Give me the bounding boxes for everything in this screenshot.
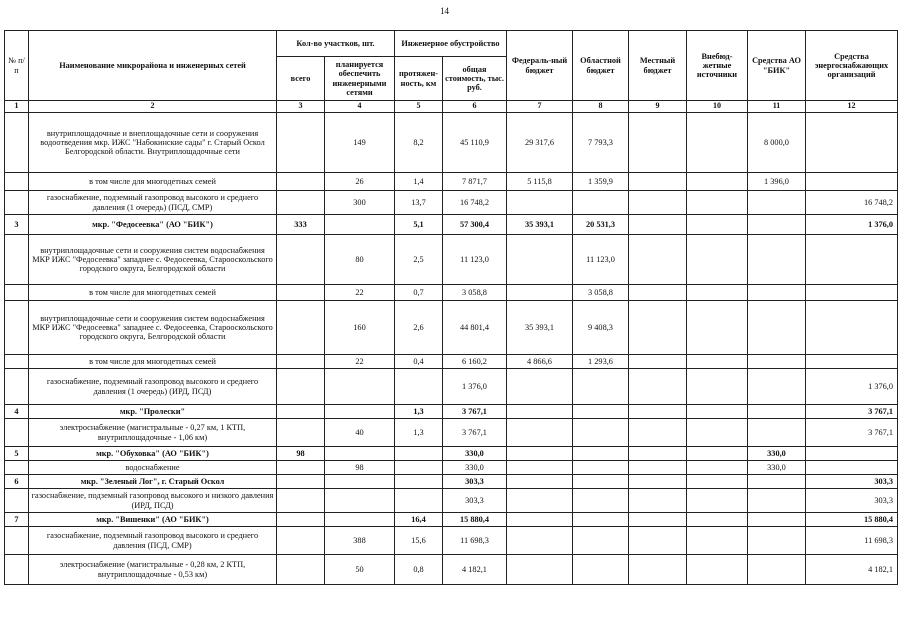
bik-funds (748, 513, 806, 527)
plots-total (277, 419, 325, 447)
regional-budget (573, 475, 629, 489)
energy-funds: 3 767,1 (806, 419, 898, 447)
row-name: мкр. "Вишенки" (АО "БИК") (29, 513, 277, 527)
plots-total (277, 113, 325, 173)
plots-total (277, 285, 325, 301)
extra-budget (687, 419, 748, 447)
plots-planned (325, 513, 395, 527)
federal-budget (507, 513, 573, 527)
length-km: 0,8 (395, 555, 443, 585)
energy-funds: 1 376,0 (806, 215, 898, 235)
header-regional: Областной бюджет (573, 31, 629, 101)
row-number (5, 355, 29, 369)
plots-total (277, 191, 325, 215)
row-number: 6 (5, 475, 29, 489)
plots-planned: 149 (325, 113, 395, 173)
extra-budget (687, 113, 748, 173)
bik-funds (748, 369, 806, 405)
row-name: в том числе для многодетных семей (29, 285, 277, 301)
table-row (5, 173, 898, 191)
energy-funds: 4 182,1 (806, 555, 898, 585)
row-number: 3 (5, 215, 29, 235)
column-number: 6 (443, 101, 507, 113)
federal-budget: 35 393,1 (507, 215, 573, 235)
length-km (395, 475, 443, 489)
local-budget (629, 489, 687, 513)
row-number (5, 527, 29, 555)
plots-planned: 98 (325, 461, 395, 475)
bik-funds: 330,0 (748, 447, 806, 461)
column-number-row (5, 101, 898, 113)
plots-total: 333 (277, 215, 325, 235)
row-number (5, 113, 29, 173)
plots-total (277, 405, 325, 419)
plots-total (277, 235, 325, 285)
bik-funds (748, 527, 806, 555)
row-number (5, 555, 29, 585)
federal-budget: 4 866,6 (507, 355, 573, 369)
extra-budget (687, 461, 748, 475)
federal-budget (507, 447, 573, 461)
local-budget (629, 173, 687, 191)
total-cost: 57 300,4 (443, 215, 507, 235)
length-km: 0,4 (395, 355, 443, 369)
length-km: 16,4 (395, 513, 443, 527)
header-energy: Средства энергоснабжающих организаций (806, 31, 898, 101)
total-cost: 11 123,0 (443, 235, 507, 285)
energy-funds: 15 880,4 (806, 513, 898, 527)
bik-funds: 330,0 (748, 461, 806, 475)
plots-total (277, 355, 325, 369)
row-number: 4 (5, 405, 29, 419)
row-name: в том числе для многодетных семей (29, 355, 277, 369)
row-number (5, 419, 29, 447)
row-name: газоснабжение, подземный газопровод высокого и среднего давления (1 очередь) (ИРД, ПСД) (29, 369, 277, 405)
row-number (5, 191, 29, 215)
table-row (5, 369, 898, 405)
length-km (395, 369, 443, 405)
plots-planned (325, 405, 395, 419)
local-budget (629, 461, 687, 475)
length-km: 8,2 (395, 113, 443, 173)
energy-funds: 303,3 (806, 489, 898, 513)
plots-planned: 40 (325, 419, 395, 447)
header-extrabudget: Внебюд-жетные источники (687, 31, 748, 101)
federal-budget (507, 191, 573, 215)
extra-budget (687, 489, 748, 513)
extra-budget (687, 301, 748, 355)
table-row (5, 301, 898, 355)
extra-budget (687, 527, 748, 555)
plots-total (277, 527, 325, 555)
column-number: 5 (395, 101, 443, 113)
plots-planned (325, 447, 395, 461)
length-km (395, 461, 443, 475)
plots-total: 98 (277, 447, 325, 461)
column-number: 4 (325, 101, 395, 113)
row-name: мкр. "Пролески" (29, 405, 277, 419)
length-km: 1,3 (395, 405, 443, 419)
row-number (5, 301, 29, 355)
row-number (5, 461, 29, 475)
energy-funds: 3 767,1 (806, 405, 898, 419)
table-row (5, 475, 898, 489)
federal-budget: 5 115,8 (507, 173, 573, 191)
page-number: 14 (440, 6, 449, 16)
column-number: 3 (277, 101, 325, 113)
financing-table (4, 30, 898, 585)
federal-budget (507, 405, 573, 419)
local-budget (629, 527, 687, 555)
energy-funds (806, 113, 898, 173)
regional-budget (573, 447, 629, 461)
plots-total (277, 475, 325, 489)
bik-funds (748, 489, 806, 513)
header-plots-total: всего (277, 57, 325, 101)
regional-budget: 11 123,0 (573, 235, 629, 285)
plots-planned: 388 (325, 527, 395, 555)
row-name: внутриплощадочные сети и сооружения систем водоснабжения МКР ИЖС "Федосеевка" западнее с. Федосеевка, Старооскольского городского округа, Белгородской области (29, 301, 277, 355)
federal-budget: 29 317,6 (507, 113, 573, 173)
local-budget (629, 113, 687, 173)
energy-funds (806, 301, 898, 355)
local-budget (629, 513, 687, 527)
regional-budget (573, 555, 629, 585)
row-name: внутриплощадочные и внеплощадочные сети и сооружения водоотведения мкр. ИЖС "Набокинские сады" г. Старый Оскол Белгородской области. Внутриплощадочные сети (29, 113, 277, 173)
header-length: протяжен-ность, км (395, 57, 443, 101)
row-name: в том числе для многодетных семей (29, 173, 277, 191)
energy-funds (806, 173, 898, 191)
local-budget (629, 419, 687, 447)
table-row (5, 235, 898, 285)
federal-budget (507, 489, 573, 513)
regional-budget: 7 793,3 (573, 113, 629, 173)
total-cost: 1 376,0 (443, 369, 507, 405)
plots-total (277, 173, 325, 191)
plots-planned: 50 (325, 555, 395, 585)
local-budget (629, 369, 687, 405)
column-number: 7 (507, 101, 573, 113)
total-cost: 303,3 (443, 489, 507, 513)
total-cost: 3 767,1 (443, 419, 507, 447)
federal-budget (507, 369, 573, 405)
column-number: 1 (5, 101, 29, 113)
row-number (5, 235, 29, 285)
local-budget (629, 475, 687, 489)
total-cost: 303,3 (443, 475, 507, 489)
regional-budget: 20 531,3 (573, 215, 629, 235)
length-km: 5,1 (395, 215, 443, 235)
energy-funds (806, 355, 898, 369)
row-name: внутриплощадочные сети и сооружения систем водоснабжения МКР ИЖС "Федосеевка" западнее с. Федосеевка, Старооскольского городского округа, Белгородской области (29, 235, 277, 285)
total-cost: 16 748,2 (443, 191, 507, 215)
regional-budget (573, 191, 629, 215)
bik-funds (748, 475, 806, 489)
total-cost: 4 182,1 (443, 555, 507, 585)
bik-funds: 8 000,0 (748, 113, 806, 173)
header-infra-group: Инженерное обустройство (395, 31, 507, 57)
extra-budget (687, 447, 748, 461)
plots-planned (325, 215, 395, 235)
row-number: 7 (5, 513, 29, 527)
local-budget (629, 215, 687, 235)
plots-total (277, 461, 325, 475)
energy-funds: 1 376,0 (806, 369, 898, 405)
length-km (395, 489, 443, 513)
bik-funds: 1 396,0 (748, 173, 806, 191)
plots-planned: 300 (325, 191, 395, 215)
regional-budget (573, 405, 629, 419)
header-plots-planned: планируется обеспечить инженерными сетями (325, 57, 395, 101)
length-km: 1,4 (395, 173, 443, 191)
row-name: газоснабжение, подземный газопровод высокого и среднего давления (1 очередь) (ПСД, СМР) (29, 191, 277, 215)
regional-budget (573, 513, 629, 527)
row-name: электроснабжение (магистральные - 0,27 км, 1 КТП, внутриплощадочные - 1,06 км) (29, 419, 277, 447)
total-cost: 330,0 (443, 447, 507, 461)
plots-planned: 80 (325, 235, 395, 285)
local-budget (629, 555, 687, 585)
bik-funds (748, 405, 806, 419)
extra-budget (687, 369, 748, 405)
local-budget (629, 235, 687, 285)
total-cost: 7 871,7 (443, 173, 507, 191)
plots-total (277, 513, 325, 527)
federal-budget (507, 285, 573, 301)
table-row (5, 527, 898, 555)
plots-total (277, 369, 325, 405)
local-budget (629, 447, 687, 461)
total-cost: 330,0 (443, 461, 507, 475)
federal-budget (507, 419, 573, 447)
row-name: газоснабжение, подземный газопровод высокого и низкого давления (ИРД, ПСД) (29, 489, 277, 513)
regional-budget (573, 489, 629, 513)
regional-budget (573, 461, 629, 475)
energy-funds (806, 235, 898, 285)
regional-budget (573, 419, 629, 447)
total-cost: 6 160,2 (443, 355, 507, 369)
header-federal: Федераль-ный бюджет (507, 31, 573, 101)
table-row (5, 419, 898, 447)
bik-funds (748, 235, 806, 285)
row-number: 5 (5, 447, 29, 461)
bik-funds (748, 215, 806, 235)
row-name: газоснабжение, подземный газопровод высокого и среднего давления (ПСД, СМР) (29, 527, 277, 555)
extra-budget (687, 355, 748, 369)
length-km (395, 447, 443, 461)
bik-funds (748, 301, 806, 355)
bik-funds (748, 419, 806, 447)
table-row (5, 513, 898, 527)
total-cost: 3 767,1 (443, 405, 507, 419)
plots-planned: 160 (325, 301, 395, 355)
length-km: 0,7 (395, 285, 443, 301)
energy-funds (806, 285, 898, 301)
table-row (5, 405, 898, 419)
row-number (5, 173, 29, 191)
bik-funds (748, 355, 806, 369)
table-row (5, 355, 898, 369)
table-row (5, 215, 898, 235)
federal-budget (507, 555, 573, 585)
length-km: 1,3 (395, 419, 443, 447)
bik-funds (748, 555, 806, 585)
column-number: 8 (573, 101, 629, 113)
total-cost: 15 880,4 (443, 513, 507, 527)
regional-budget: 1 293,6 (573, 355, 629, 369)
column-number: 12 (806, 101, 898, 113)
header-cost: общая стоимость, тыс. руб. (443, 57, 507, 101)
header-plots-group: Кол-во участков, шт. (277, 31, 395, 57)
length-km: 15,6 (395, 527, 443, 555)
total-cost: 45 110,9 (443, 113, 507, 173)
length-km: 2,5 (395, 235, 443, 285)
local-budget (629, 191, 687, 215)
energy-funds (806, 461, 898, 475)
plots-planned: 22 (325, 285, 395, 301)
plots-planned (325, 369, 395, 405)
extra-budget (687, 285, 748, 301)
local-budget (629, 355, 687, 369)
energy-funds: 303,3 (806, 475, 898, 489)
local-budget (629, 301, 687, 355)
federal-budget (507, 235, 573, 285)
table-row (5, 489, 898, 513)
regional-budget: 3 058,8 (573, 285, 629, 301)
bik-funds (748, 285, 806, 301)
regional-budget: 1 359,9 (573, 173, 629, 191)
energy-funds: 11 698,3 (806, 527, 898, 555)
total-cost: 3 058,8 (443, 285, 507, 301)
energy-funds: 16 748,2 (806, 191, 898, 215)
row-name: мкр. "Обуховка" (АО "БИК") (29, 447, 277, 461)
row-number (5, 285, 29, 301)
regional-budget (573, 369, 629, 405)
total-cost: 44 801,4 (443, 301, 507, 355)
column-number: 11 (748, 101, 806, 113)
extra-budget (687, 513, 748, 527)
plots-planned (325, 489, 395, 513)
table-row (5, 555, 898, 585)
table-row (5, 461, 898, 475)
local-budget (629, 285, 687, 301)
local-budget (629, 405, 687, 419)
row-name: мкр. "Зеленый Лог", г. Старый Оскол (29, 475, 277, 489)
bik-funds (748, 191, 806, 215)
table-row (5, 447, 898, 461)
plots-planned: 26 (325, 173, 395, 191)
plots-total (277, 489, 325, 513)
regional-budget (573, 527, 629, 555)
header-local: Местный бюджет (629, 31, 687, 101)
column-number: 2 (29, 101, 277, 113)
table-row (5, 191, 898, 215)
plots-planned (325, 475, 395, 489)
extra-budget (687, 475, 748, 489)
total-cost: 11 698,3 (443, 527, 507, 555)
plots-total (277, 555, 325, 585)
column-number: 10 (687, 101, 748, 113)
row-name: электроснабжение (магистральные - 0,28 км, 2 КТП, внутриплощадочные - 0,53 км) (29, 555, 277, 585)
header-name: Наименование микрорайона и инженерных сетей (29, 31, 277, 101)
extra-budget (687, 235, 748, 285)
extra-budget (687, 191, 748, 215)
plots-planned: 22 (325, 355, 395, 369)
row-number (5, 369, 29, 405)
extra-budget (687, 173, 748, 191)
federal-budget (507, 461, 573, 475)
row-number (5, 489, 29, 513)
row-name: мкр. "Федосеевка" (АО "БИК") (29, 215, 277, 235)
table-row (5, 113, 898, 173)
column-number: 9 (629, 101, 687, 113)
length-km: 2,6 (395, 301, 443, 355)
row-name: водоснабжение (29, 461, 277, 475)
header-bik: Средства АО "БИК" (748, 31, 806, 101)
federal-budget (507, 475, 573, 489)
table-row (5, 285, 898, 301)
extra-budget (687, 555, 748, 585)
federal-budget: 35 393,1 (507, 301, 573, 355)
header-no: № п/п (5, 31, 29, 101)
extra-budget (687, 215, 748, 235)
energy-funds (806, 447, 898, 461)
federal-budget (507, 527, 573, 555)
plots-total (277, 301, 325, 355)
extra-budget (687, 405, 748, 419)
length-km: 13,7 (395, 191, 443, 215)
regional-budget: 9 408,3 (573, 301, 629, 355)
